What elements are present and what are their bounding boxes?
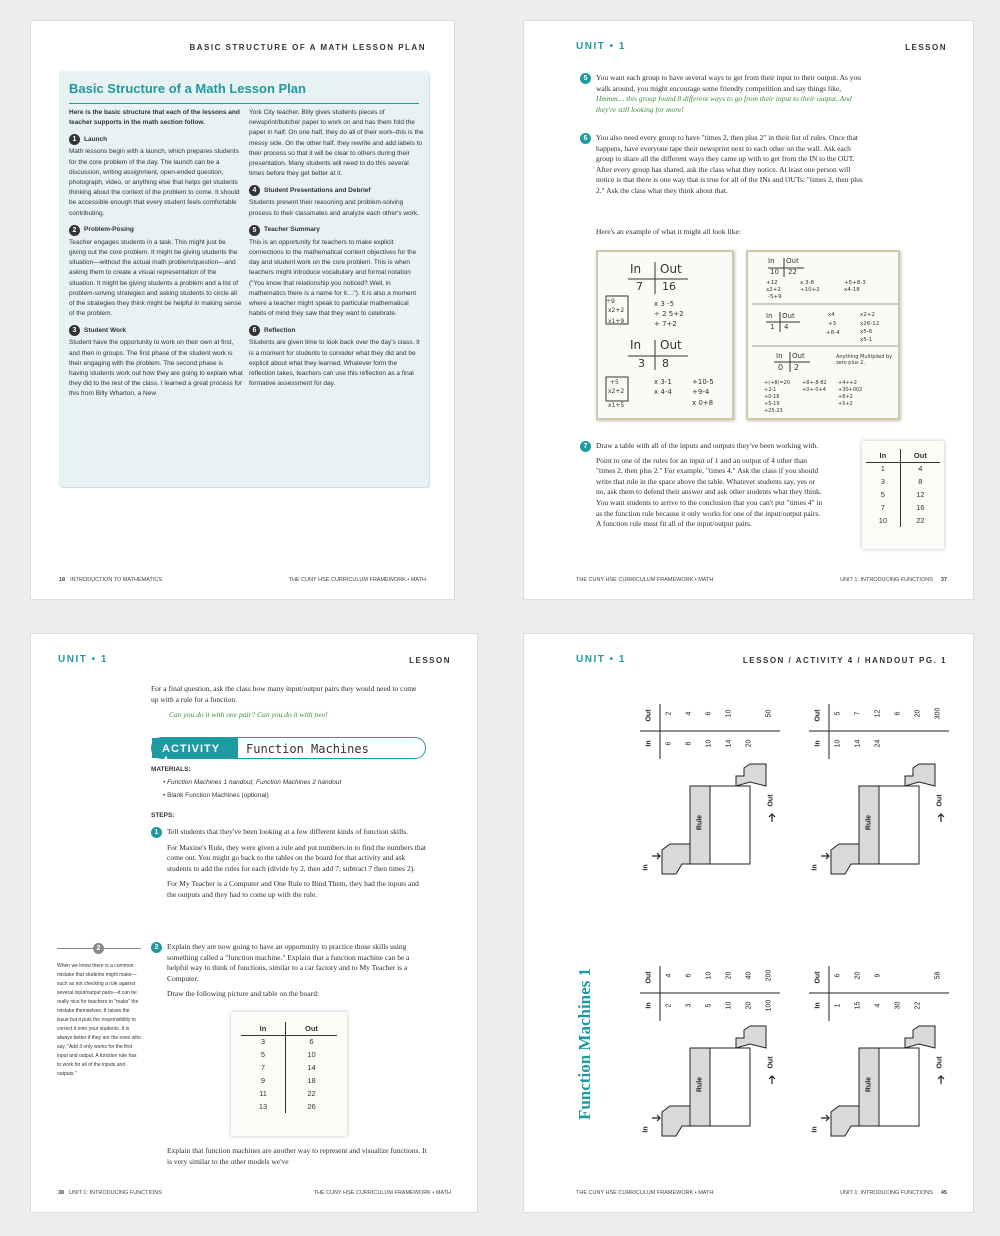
footer-right	[840, 577, 947, 583]
table-row	[866, 501, 940, 514]
rule-note: x5-6	[860, 329, 873, 335]
in-label: In	[776, 352, 783, 360]
intro-quote: Can you do it with one pair? Can you do it with two!	[169, 710, 328, 720]
page-number: 37	[940, 577, 947, 583]
rule-note: x2+2	[608, 307, 625, 314]
input-chute	[662, 844, 690, 874]
step-text: Draw a table with all of the inputs and outputs they've been working with.	[596, 441, 819, 450]
input-cell: 3	[685, 1003, 693, 1008]
rule-note: +8+2	[838, 394, 853, 400]
step-text: Explain they are now going to have an opportunity to practice those skills using something called a "function machine." Explain that a function machine can be a helpful way to think of functions, similar to a car factory and to My Teacher is a Computer.	[167, 942, 410, 983]
section-problem-posing	[69, 225, 244, 320]
rule-note: +(+8)=20	[764, 380, 791, 386]
function-machine-panel	[809, 966, 949, 1186]
input-value: 10	[770, 268, 779, 276]
out-label: Out	[660, 338, 682, 352]
step-number-2: 2	[69, 225, 80, 236]
newsprint-example-1	[596, 250, 734, 420]
footer-section: INTRODUCTION TO MATHEMATICS	[70, 577, 162, 583]
in-label: In	[814, 740, 822, 747]
section-student-work	[69, 325, 244, 399]
rule-note: -5+9	[768, 294, 782, 300]
in-label: In	[645, 1002, 653, 1009]
out-label: Out	[792, 352, 805, 360]
table-row	[241, 1048, 337, 1061]
cell-out: 18	[307, 1076, 316, 1085]
rule-label: Rule	[865, 814, 873, 831]
rule-note: +4++2	[838, 380, 857, 386]
table-header-out: Out	[285, 1022, 337, 1035]
input-value: 7	[636, 280, 643, 293]
output-cell: 4	[685, 711, 693, 716]
machine-in-label: In	[811, 864, 819, 871]
unit-label: UNIT • 1	[576, 41, 626, 52]
out-label: Out	[660, 262, 682, 276]
cell-out: 22	[307, 1089, 316, 1098]
input-cell: 10	[725, 1001, 733, 1010]
rule-note: + 7+2	[654, 320, 677, 328]
section-reflection	[249, 325, 424, 389]
rule-note: +5-19	[764, 401, 780, 407]
section-title: Student Work	[84, 326, 127, 334]
footer-left: THE CUNY HSE CURRICULUM FRAMEWORK • MATH	[576, 1190, 714, 1196]
in-label: In	[645, 740, 653, 747]
footer-right: THE CUNY HSE CURRICULUM FRAMEWORK • MATH	[313, 1190, 451, 1196]
output-cell: 58	[934, 971, 942, 980]
activity-banner	[151, 737, 426, 767]
rule-note: x2+2	[766, 287, 781, 293]
output-cell: 20	[854, 971, 862, 980]
steps-label: STEPS:	[151, 812, 175, 819]
unit-label: UNIT • 1	[58, 654, 108, 665]
step-1	[151, 827, 426, 901]
intro-text: Here is the basic structure that each of the lessons and teacher supports in the math section follow.	[69, 109, 240, 127]
in-label: In	[630, 338, 642, 352]
machine-in-label: In	[642, 864, 650, 871]
section-text: Student have the opportunity to work on their own at first, and then in groups. The first phase of the student work is their engaging with the problem. The second phase is having students work out how they are going to explain what they did to the rest of the class. I learned a great process for this from Billy Wharton, a New	[69, 339, 243, 398]
section-teacher-summary	[249, 225, 424, 320]
rule-note: +30+002	[838, 387, 863, 393]
output-cell: 7	[854, 711, 862, 716]
input-value: 0	[778, 363, 784, 372]
rule-note: x1+5	[608, 402, 625, 409]
output-cell: 2	[665, 711, 673, 716]
rule-note: x2+2	[608, 388, 625, 395]
footer-section: UNIT 1: INTRODUCING FUNCTIONS	[69, 1190, 162, 1196]
input-cell: 14	[854, 739, 862, 748]
output-chute	[905, 1026, 935, 1048]
footer-section: UNIT 1: INTRODUCING FUNCTIONS	[840, 1190, 933, 1196]
machine-out-label: Out	[767, 794, 775, 807]
step-text: Point to one of the rules for an input of 1 and an output of 4 other than "times 2, then plus 2." For example, "times 4." Ask the class if you should write that rule in the space above the table. Whatever students say, yes or no, ask them to defend their answer and ask other students what they think. You want students to arrive to the conclusion that you can't put "times 4" in as the function rule because it only works for one of the input/output pairs. A function rule must fit all of the input/output pairs.	[596, 455, 823, 529]
rule-note: +5	[610, 379, 619, 386]
rule-note: ÷10+2	[800, 287, 820, 293]
input-arrow	[652, 853, 660, 859]
table-row	[241, 1035, 337, 1048]
step-number-5: 5	[580, 73, 591, 84]
output-cell: 5	[834, 711, 842, 716]
input-cell: 4	[874, 1003, 882, 1008]
step-text: Tell students that they've been looking at a few different kinds of function skills.	[167, 827, 409, 836]
input-cell: 10	[834, 739, 842, 748]
output-cell: 6	[834, 973, 842, 978]
footer-left: THE CUNY HSE CURRICULUM FRAMEWORK • MATH	[576, 577, 714, 583]
rule-note: +5+2	[838, 401, 853, 407]
step-6	[580, 133, 865, 197]
rule-label: Rule	[696, 1076, 704, 1093]
step-5	[580, 73, 865, 115]
out-label: Out	[645, 709, 653, 722]
step-7	[580, 441, 825, 530]
cell-in: 7	[866, 501, 900, 514]
output-arrow	[769, 1076, 775, 1084]
rule-note: +9-4	[692, 388, 710, 396]
running-head: LESSON / ACTIVITY 4 / HANDOUT PG. 1	[742, 656, 947, 665]
function-machine-panel	[640, 966, 780, 1186]
page-handout-45	[523, 633, 974, 1213]
section-title: Launch	[84, 135, 108, 143]
material-item: • Blank Function Machines (optional)	[163, 792, 269, 799]
output-cell: 9	[874, 973, 882, 978]
output-cell: 6	[685, 973, 693, 978]
page-number: 18	[59, 577, 66, 583]
output-cell: 200	[765, 969, 773, 982]
rule-note: +25-23	[764, 408, 783, 414]
input-cell: 20	[745, 1001, 753, 1010]
in-out-table	[866, 449, 940, 527]
step-number-4: 4	[249, 185, 260, 196]
step-number-3: 3	[69, 325, 80, 336]
example-intro: Here's an example of what it might all look like:	[596, 227, 741, 236]
step-number-2: 2	[151, 942, 162, 953]
sidebar-text: When we know there is a common mistake that students might make—such as not checking a rule against several input/output pairs—it can be really nice for teachers to "make" the mistake themselves. It raises the issue but it puts the responsibility to correct it onto your students. It is always better if they are the ones who say, "Add 3 only works for the first input and output. A function rule has to work for all of the inputs and outputs."	[57, 963, 141, 1077]
output-value: 2	[794, 363, 800, 372]
section-title: Teacher Summary	[264, 226, 320, 234]
sidebar-number: 2	[93, 943, 104, 954]
step-quote: Hmmm… this group found 8 different ways to go from their input to their output. And they're still looking for more!	[596, 94, 852, 114]
material-item: • Function Machines 1 handout; Function Machines 2 handout	[163, 779, 342, 786]
rule-note: x26-12	[860, 321, 880, 327]
input-cell: 8	[685, 741, 693, 746]
input-value: 1	[770, 323, 775, 331]
in-out-table-card	[862, 441, 944, 549]
output-cell: 20	[914, 709, 922, 718]
section-text: This is an opportunity for teachers to make explicit connections to the mathematical content objectives for the day and student work on the core problem. This is when teachers might introduce vocabulary and formal notation ("You know that relationship you noticed? Well, in mathematics there is a name for it…"). It is also a moment where a teacher might speak to particular mathematical habits of mind they saw that they want to celebrate.	[249, 238, 417, 318]
unit-label: UNIT • 1	[576, 654, 626, 665]
table-row	[866, 514, 940, 527]
intro-paragraph: For a final question, ask the class how many input/output pairs they would need to come up with a rule for a function.	[151, 684, 417, 704]
out-label: Out	[645, 971, 653, 984]
function-machine-panel	[640, 704, 780, 924]
newsprint-example-2	[746, 250, 900, 420]
output-cell: 6	[894, 711, 902, 716]
input-value: 3	[638, 357, 645, 370]
machine-in-label: In	[642, 1126, 650, 1133]
rule-note: x1+9	[608, 318, 625, 325]
step-text: You want each group to have several ways to get from their input to their output. As you walk around, you might encourage some friendly competition and say things like,	[596, 73, 862, 93]
input-cell: 6	[665, 741, 673, 746]
rule-note: +2-1	[764, 387, 777, 393]
rule-note: +0+-0+4	[802, 387, 826, 393]
out-label: Out	[814, 971, 822, 984]
table-row	[866, 475, 940, 488]
output-chute	[736, 1026, 766, 1048]
input-cell: 14	[725, 739, 733, 748]
table-row	[241, 1087, 337, 1100]
output-cell: 6	[705, 711, 713, 716]
step-text: Draw the following picture and table on the board:	[167, 989, 320, 999]
cell-out: 16	[916, 503, 925, 512]
rule-note: +0-16	[764, 394, 780, 400]
output-cell: 20	[725, 971, 733, 980]
output-cell: 10	[725, 709, 733, 718]
out-label: Out	[814, 709, 822, 722]
input-arrow	[821, 853, 829, 859]
input-cell: 2	[665, 1003, 673, 1008]
rule-label: Rule	[696, 814, 704, 831]
output-value: 8	[662, 357, 669, 370]
output-value: 16	[662, 280, 676, 293]
step-number-1: 1	[69, 134, 80, 145]
function-machine-panel	[809, 704, 949, 924]
input-cell: 100	[765, 999, 773, 1012]
in-out-table	[241, 1022, 337, 1113]
footer-right	[840, 1190, 947, 1196]
page-number: 38	[58, 1190, 65, 1196]
in-label: In	[814, 1002, 822, 1009]
input-chute	[831, 1106, 859, 1136]
in-label: In	[768, 257, 775, 265]
rule-note: +8-4	[826, 330, 840, 336]
input-arrow	[821, 1115, 829, 1121]
in-out-table-card	[231, 1012, 347, 1136]
rule-note: +10-5	[692, 378, 714, 386]
output-arrow	[938, 814, 944, 822]
in-label: In	[630, 262, 642, 276]
rule-note: x5-1	[860, 337, 873, 343]
step-text: You also need every group to have "times 2, then plus 2" in their list of rules. Once that happens, have everyone tape their newsprint next to each other on the wall. Ask each group to share all the different ways they came up with to get from the IN to the OUT. After every group has shared, ask the class what they notice. At least one person will notice is that there is one way that is true for all of the INs and OUTs: "times 2, then plus 2." Ask the class what they think about that.	[596, 133, 863, 195]
out-label: Out	[786, 257, 799, 265]
right-column	[249, 108, 424, 395]
table-header-in: In	[866, 449, 900, 462]
machine-in-label: In	[811, 1126, 819, 1133]
closing-text: Explain that function machines are another way to represent and visualize functions. It is very similar to the other models we've	[167, 1146, 427, 1166]
rule-note: x 3 -5	[654, 300, 675, 308]
section-text: Math lessons begin with a launch, which prepares students for the core problem of the day. The launch can be a discussion, writing assignment, open-ended question, photograph, video, or anything else that helps get students thinking about the context of the problem to come. It should be accessible enough that every student feels comfortable contributing.	[69, 148, 240, 217]
lesson-structure-box	[59, 71, 429, 487]
materials-label: MATERIALS:	[151, 766, 191, 773]
cell-out: 22	[916, 516, 925, 525]
sidebar-rule	[57, 945, 141, 962]
rule-note: +5+8-3	[844, 280, 866, 286]
rule-note: x 3-1	[654, 378, 672, 386]
step-number-1: 1	[151, 827, 162, 838]
rule-note: x 4-4	[654, 388, 672, 396]
cell-in: 3	[241, 1035, 285, 1048]
table-row	[241, 1074, 337, 1087]
vertical-title	[570, 967, 600, 1121]
output-value: 22	[788, 268, 797, 276]
footer-right: THE CUNY HSE CURRICULUM FRAMEWORK • MATH	[288, 577, 426, 583]
rule-note: +8+-8-82	[802, 380, 827, 386]
input-chute	[831, 844, 859, 874]
section-launch	[69, 134, 244, 218]
input-chute	[662, 1106, 690, 1136]
cell-in: 13	[241, 1100, 285, 1113]
section-title: Student Presentations and Debrief	[264, 186, 371, 194]
cell-in: 3	[866, 475, 900, 488]
cell-out: 8	[918, 477, 923, 486]
sidebar-note	[57, 942, 141, 1079]
input-cell: 15	[854, 1001, 862, 1010]
continued-text: York City teacher. Billy gives students pieces of newsprint/butcher paper to work on and has them fold the paper in half. On one half, they do all of their work–this is the messy side. On the other half, they rewrite and add labels to their process so that it will be clear to others during their presentation. Many students will need to do this several times before they get better at it.	[249, 109, 424, 178]
out-label: Out	[782, 312, 795, 320]
step-2	[151, 942, 426, 1000]
input-cell: 30	[894, 1001, 902, 1010]
page-number: 45	[940, 1190, 947, 1196]
rule-note: +12	[766, 280, 778, 286]
step-text: For Maxine's Rule, they were given a rule and put numbers in to find the numbers that come out. You might go back to the tables on the board for that activity and ask students to add the rules for each (divide by 2, then add 7; subtract 7 then times 2).	[167, 842, 427, 873]
section-text: Students present their reasoning and problem-solving process to their classmates and analyze each other's work.	[249, 199, 419, 217]
output-cell: 12	[874, 709, 882, 718]
output-arrow	[769, 814, 775, 822]
rule-label: Rule	[865, 1076, 873, 1093]
page-lesson-37	[523, 20, 974, 600]
cell-out: 12	[916, 490, 925, 499]
section-title: Reflection	[264, 326, 296, 334]
output-value: 4	[784, 323, 789, 331]
in-label: In	[766, 312, 773, 320]
activity-title: Function Machines	[246, 742, 369, 756]
step-number-7: 7	[580, 441, 591, 452]
cell-in: 5	[866, 488, 900, 501]
rule-note: ÷ 2 5+2	[654, 310, 684, 318]
handout-title: Function Machines 1	[575, 967, 594, 1121]
left-column	[69, 108, 244, 406]
footer-section: UNIT 1: INTRODUCING FUNCTIONS	[840, 577, 933, 583]
running-head: LESSON	[905, 43, 947, 52]
rule-note: +3	[828, 321, 837, 327]
input-cell: 1	[834, 1003, 842, 1008]
intro-text	[151, 684, 421, 721]
section-presentations	[249, 185, 424, 218]
rule-note: x 3-8	[800, 280, 814, 286]
input-arrow	[652, 1115, 660, 1121]
table-lines	[598, 252, 736, 422]
section-text: Teacher engages students in a task. This might just be giving out the core problem. It might be giving students the situation—without the actual math problem/question—and asking them to create a visual representation of the situation. It might be giving students a problem and a list of problem-solving strategies and asking students to circle all of the strategies they think might be helpful in making sense of the problem.	[69, 238, 242, 318]
cell-in: 10	[866, 514, 900, 527]
table-row	[866, 462, 940, 475]
rule-note: x4-18	[844, 287, 860, 293]
step-number-6: 6	[580, 133, 591, 144]
output-cell: 40	[745, 971, 753, 980]
input-cell: 24	[874, 739, 882, 748]
running-head: BASIC STRUCTURE OF A MATH LESSON PLAN	[189, 43, 426, 52]
cell-out: 14	[307, 1063, 316, 1072]
machine-out-label: Out	[936, 794, 944, 807]
machine-out-label: Out	[936, 1056, 944, 1069]
page-lesson-38	[30, 633, 478, 1213]
title-rule	[69, 103, 419, 104]
board-caption: Anything Multiplied by zero plus 2.	[836, 354, 893, 366]
rule-note: x 0+8	[692, 399, 714, 407]
output-arrow	[938, 1076, 944, 1084]
cell-out: 10	[307, 1050, 316, 1059]
step-text: For My Teacher is a Computer and One Rule to Bind Them, they had the inputs and the outputs and they had to come up with the rule.	[167, 879, 419, 899]
output-cell: 300	[934, 707, 942, 720]
input-cell: 5	[705, 1003, 713, 1008]
step-number-6: 6	[249, 325, 260, 336]
input-cell: 22	[914, 1001, 922, 1010]
cell-out: 6	[309, 1037, 314, 1047]
input-cell: 20	[745, 739, 753, 748]
page-basic-structure	[30, 20, 455, 600]
running-head: LESSON	[409, 656, 451, 665]
table-header-in: In	[241, 1022, 285, 1035]
section-text: Students are given time to look back over the day's class. It is a moment for students to consider what they did and be explicit about what they learned. Whatever form the reflection takes, teachers can use this reflection as a final formative assessment for day.	[249, 339, 420, 388]
cell-in: 5	[241, 1048, 285, 1061]
table-header-out: Out	[900, 449, 940, 462]
table-row	[241, 1061, 337, 1074]
footer-left	[58, 1190, 162, 1196]
table-row	[866, 488, 940, 501]
box-title: Basic Structure of a Math Lesson Plan	[69, 81, 306, 96]
section-title: Problem-Posing	[84, 226, 134, 234]
cell-in: 7	[241, 1061, 285, 1074]
output-cell: 10	[705, 971, 713, 980]
step-number-5: 5	[249, 225, 260, 236]
machine-out-label: Out	[767, 1056, 775, 1069]
activity-label: ACTIVITY 4	[152, 738, 238, 758]
rule-note: x4	[828, 312, 835, 318]
cell-in: 9	[241, 1074, 285, 1087]
cell-out: 4	[918, 464, 923, 474]
footer-left	[59, 577, 162, 583]
input-cell: 10	[705, 739, 713, 748]
table-row	[241, 1100, 337, 1113]
rule-note: x2+2	[860, 312, 875, 318]
cell-in: 11	[241, 1087, 285, 1100]
cell-in: 1	[866, 462, 900, 475]
cell-out: 26	[307, 1102, 316, 1111]
output-cell: 50	[765, 709, 773, 718]
rule-note: ÷9	[606, 298, 615, 305]
output-cell: 4	[665, 973, 673, 978]
output-chute	[736, 764, 766, 786]
output-chute	[905, 764, 935, 786]
